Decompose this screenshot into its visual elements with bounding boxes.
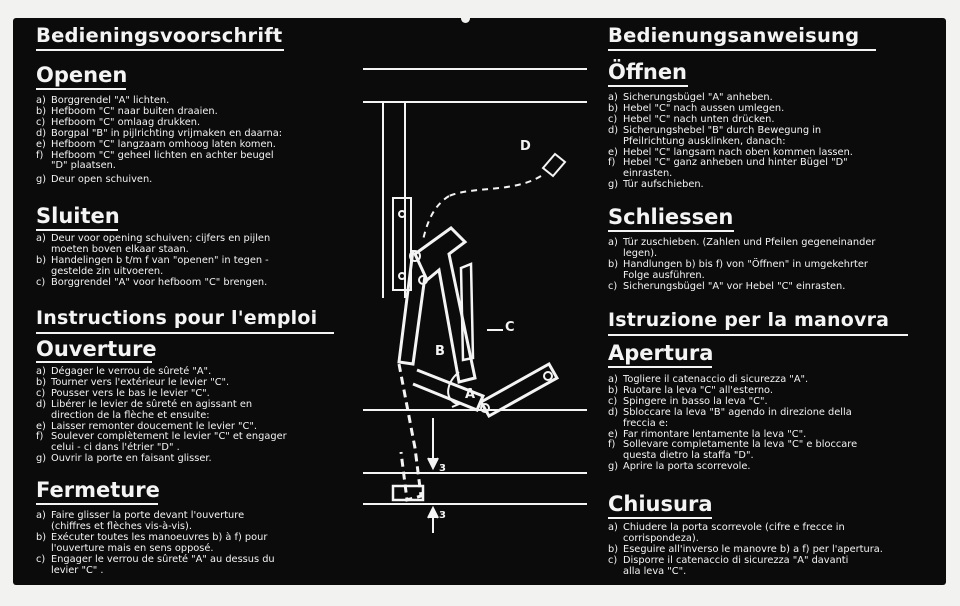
step-item: b) Exécuter toutes les manoeuvres b) à f) pour l'ouverture mais en sens opposé.: [36, 531, 268, 554]
heading-rule: [608, 230, 734, 232]
heading-rule: [608, 85, 688, 87]
step-item: a) Togliere il catenaccio di sicurezza "A".: [608, 374, 809, 385]
step-item: c) Spingere in basso la leva "C".: [608, 395, 768, 407]
heading-offnen: Öffnen: [608, 60, 688, 84]
step-item: d) Libérer le levier de sûreté en agissant en direction de la flèche et ensuite:: [36, 398, 253, 421]
heading-sluiten: Sluiten: [36, 204, 120, 228]
step-item: a) Faire glisser la porte devant l'ouverture (chiffres et flèches vis-à-vis).: [36, 510, 245, 532]
heading-rule: [36, 229, 118, 231]
step-item: c) Hebel "C" nach unten drücken.: [608, 113, 775, 125]
steps-schliessen: [608, 238, 875, 293]
step-item: g) Tür aufschieben.: [608, 179, 704, 191]
steps-fermeture: [36, 511, 275, 576]
title-italian: Istruzione per la manovra: [608, 309, 890, 331]
heading-rule: [36, 88, 126, 90]
step-item: e) Laisser remonter doucement le levier "C".: [36, 420, 257, 432]
step-item: c) Borggrendel "A" voor hefboom "C" brengen.: [36, 276, 268, 288]
label-a: A: [465, 387, 476, 402]
lever-illustration: [353, 18, 593, 585]
step-item: e) Far rimontare lentamente la leva "C".: [608, 428, 807, 440]
step-item: a) Tür zuschieben. (Zahlen und Pfeilen gegeneinander legen).: [608, 237, 876, 259]
title-rule: [36, 332, 334, 334]
steps-chiusura: [608, 523, 883, 578]
instruction-plate: [13, 18, 946, 585]
step-item: c) Sicherungsbügel "A" vor Hebel "C" einrasten.: [608, 280, 846, 292]
heading-ouverture: Ouverture: [36, 337, 157, 361]
heading-openen: Openen: [36, 63, 128, 87]
step-item: a) Sicherungsbügel "A" anheben.: [608, 92, 773, 103]
step-item: a) Borggrendel "A" lichten.: [36, 95, 170, 106]
step-item: a) Deur voor opening schuiven; cijfers en pijlen moeten boven elkaar staan.: [36, 233, 271, 255]
step-item: a) Dégager le verrou de sûreté "A".: [36, 366, 212, 377]
title-german: Bedienungsanweisung: [608, 24, 860, 47]
steps-ouverture: [36, 367, 287, 465]
step-item: b) Handelingen b t/m f van "openen" in tegen - gestelde zin uitvoeren.: [36, 254, 269, 277]
title-dutch: Bedieningsvoorschrift: [36, 24, 283, 47]
step-item: b) Eseguire all'inverso le manovre b) a f) per l'apertura.: [608, 543, 883, 555]
step-item: e) Hefboom "C" langzaam omhoog laten komen.: [36, 138, 276, 150]
step-item: d) Borgpal "B" in pijlrichting vrijmaken en daarna:: [36, 127, 283, 139]
heading-apertura: Apertura: [608, 341, 714, 365]
heading-rule: [36, 361, 152, 363]
step-item: f) Soulever complètement le levier "C" et engager celui - ci dans l'étrier "D" .: [36, 431, 287, 454]
steps-apertura: [608, 375, 857, 473]
steps-openen: [36, 96, 282, 186]
mark-top: 3: [439, 463, 446, 474]
step-item: c) Pousser vers le bas le levier "C".: [36, 387, 210, 399]
step-item: f) Hebel "C" ganz anheben und hinter Bügel "D" einrasten.: [608, 157, 848, 180]
step-item: f) Sollevare completamente la leva "C" e bloccare questa dietro la staffa "D".: [608, 439, 858, 462]
step-item: b) Hebel "C" nach aussen umlegen.: [608, 102, 785, 114]
stirrup-d: [543, 154, 565, 176]
label-d: D: [520, 139, 531, 154]
mechanism-diagram: [353, 18, 593, 585]
mark-bottom: 3: [439, 510, 446, 521]
title-rule: [608, 49, 876, 51]
steps-sluiten: [36, 234, 270, 289]
step-item: e) Hebel "C" langsam nach oben kommen lassen.: [608, 146, 853, 158]
step-item: c) Engager le verrou de sûreté "A" au dessus du levier "C" .: [36, 553, 275, 576]
step-item: d) Sbloccare la leva "B" agendo in direzione della freccia e:: [608, 406, 852, 429]
step-item: a) Chiudere la porta scorrevole (cifre e frecce in corrispondeza).: [608, 522, 845, 544]
step-item: g) Aprire la porta scorrevole.: [608, 461, 751, 473]
step-item: b) Hefboom "C" naar buiten draaien.: [36, 105, 218, 117]
step-item: c) Hefboom "C" omlaag drukken.: [36, 116, 201, 128]
step-item: d) Sicherungshebel "B" durch Bewegung in Pfeilrichtung ausklinken, danach:: [608, 124, 822, 147]
heading-schliessen: Schliessen: [608, 205, 734, 229]
step-item: b) Ruotare la leva "C" all'esterno.: [608, 384, 773, 396]
title-rule: [36, 49, 284, 51]
steps-offnen: [608, 93, 853, 191]
step-item: c) Disporre il catenaccio di sicurezza "A" davanti alla leva "C".: [608, 554, 849, 577]
step-item: b) Tourner vers l'extérieur le levier "C".: [36, 376, 230, 388]
label-c: C: [505, 320, 515, 335]
heading-chiusura: Chiusura: [608, 492, 713, 516]
step-item: g) Deur open schuiven.: [36, 174, 153, 186]
title-french: Instructions pour l'emploi: [36, 307, 318, 329]
heading-fermeture: Fermeture: [36, 478, 160, 502]
heading-rule: [608, 366, 712, 368]
step-item: b) Handlungen b) bis f) von "Öffnen" in umgekehrter Folge ausführen.: [608, 258, 868, 281]
heading-rule: [36, 503, 158, 505]
step-item: g) Ouvrir la porte en faisant glisser.: [36, 453, 212, 465]
title-rule: [608, 334, 908, 336]
heading-rule: [608, 517, 712, 519]
step-item: f) Hefboom "C" geheel lichten en achter beugel "D" plaatsen.: [36, 149, 274, 172]
label-b: B: [435, 344, 445, 359]
